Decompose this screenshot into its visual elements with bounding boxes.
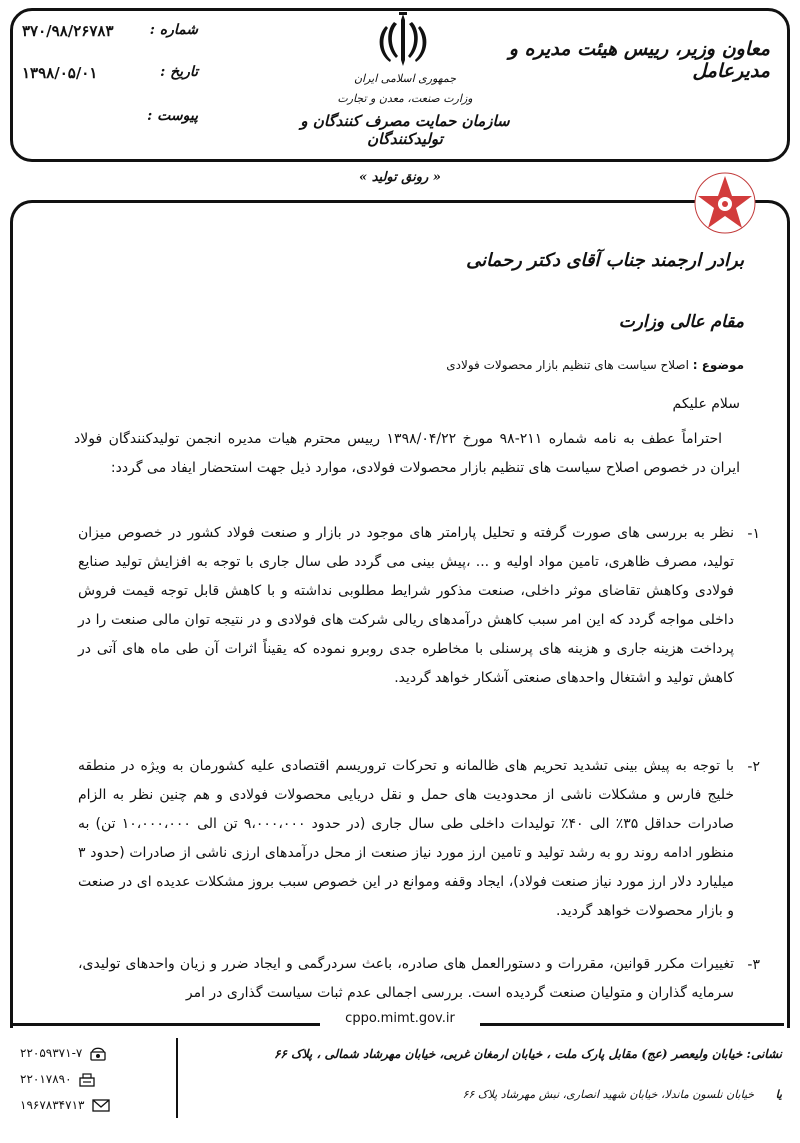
item-number: ۳- <box>747 957 760 973</box>
subject-text: اصلاح سیاست های تنظیم بازار محصولات فولادی <box>446 358 689 372</box>
address-line-2 <box>192 1088 782 1101</box>
recipient-title: مقام عالی وزارت <box>618 312 744 332</box>
phone-icon <box>90 1047 106 1061</box>
sender-title: معاون وزیر، رییس هیئت مدیره و مدیرعامل <box>508 38 770 82</box>
greeting: سلام علیکم <box>672 396 740 412</box>
website: cppo.mimt.gov.ir <box>320 1011 480 1026</box>
phone-row <box>20 1046 170 1061</box>
republic-label: جمهوری اسلامی ایران <box>353 72 457 85</box>
fax-icon <box>79 1073 95 1087</box>
motto: « رونق تولید » <box>359 170 441 185</box>
postal-code: ۱۹۶۷۸۳۴۷۱۳ <box>20 1098 85 1112</box>
fax-number: ۲۲۰۱۷۸۹۰ <box>20 1072 72 1086</box>
subject-line <box>244 358 744 372</box>
number-value: ۳۷۰/۹۸/۲۶۷۸۳ <box>22 22 114 40</box>
organization-logo-icon <box>680 158 770 248</box>
organization-label: سازمان حمایت مصرف کنندگان و تولیدکنندگان <box>300 112 510 148</box>
address-line-1 <box>192 1047 782 1061</box>
postal-row <box>20 1098 170 1112</box>
envelope-icon <box>92 1099 110 1112</box>
attachment-label: پیوست : <box>147 108 198 124</box>
ministry-label: وزارت صنعت، معدن و تجارت <box>337 92 473 105</box>
date-value: ۱۳۹۸/۰۵/۰۱ <box>22 64 98 82</box>
subject-label: موضوع : <box>692 358 744 372</box>
item-number: ۱- <box>747 526 760 542</box>
address-text-2: خیابان نلسون ماندلا، خیابان شهید انصاری، نبش مهرشاد پلاک ۶۶ <box>462 1088 755 1101</box>
item-paragraph: با توجه به پیش بینی تشدید تحریم های ظالمانه و تحرکات تروریسم اقتصادی علیه کشورمان به ویژه در منطقه خلیج فارس و مشکلات ناشی از محدودیت های حمل و نقل دریایی محصولات فولادی و هم چنین نظر به الزام صادرات حداقل ۳۵٪ الی ۴۰٪ تولیدات داخلی طی سال جاری (در حدود ۹،۰۰۰،۰۰۰ تن الی ۱۰،۰۰۰،۰۰۰ تن) به منظور ادامه روند رو به رشد تولید و تامین ارز مورد نیاز صنعت از محل درآمدهای ارزی ناشی از صادرات (حدود ۳ میلیارد دلار ارز مورد نیاز صنعت فولاد)، ایجاد وقفه وموانع در این خصوص سبب بروز مشکلات عدیده ای در صنعت و بازار محصولات خواهد گردید. <box>78 758 734 919</box>
intro-paragraph: احتراماً عطف به نامه شماره ۲۱۱-۹۸ مورخ ۱۳۹۸/۰۴/۲۲ رییس محترم هیات مدیره انجمن تولیدکنندگان فولاد ایران در خصوص اصلاح سیاست های تنظیم بازار محصولات فولادی، موارد ذیل جهت استحضار ایفاد می گردد: <box>74 431 740 476</box>
item-paragraph: نظر به بررسی های صورت گرفته و تحلیل پارامتر های موجود در بازار و صنعت فولاد کشور در خصوص میزان تولید، مصرف ظاهری، تامین مواد اولیه و ... ،پیش بینی می گردد طی سال جاری با توجه به افزایش تولید صنایع فولادی وکاهش تقاضای موثر داخلی، صنعت مذکور شرایط مطلوبی نداشته و با کاهش قابل توجه قیمت فروش داخلی مواجه گردد که این امر سبب کاهش درآمدهای ریالی شرکت های فولادی و در نتیجه توان مالی صنعت را در پرداخت هزینه جاری و هزینه های پرسنلی با مخاطره جدی روبرو نموده که یقیناً اثرات آن طی ماه های آتی در کاهش تولید و اشتغال واحدهای صنعتی آشکار خواهد گردید. <box>78 525 734 686</box>
address-or: یا <box>775 1088 782 1101</box>
item-paragraph: تغییرات مکرر قوانین، مقررات و دستورالعمل های صادره، باعث سردرگمی و ایجاد ضرر و زیان واحدهای تولیدی، سرمایه گذاران و متولیان صنعت گردیده است. بررسی اجمالی عدم ثبات سیاست گذاری در امر <box>78 956 734 1001</box>
recipient: برادر ارجمند جناب آقای دکتر رحمانی <box>466 250 744 271</box>
item-number: ۲- <box>747 759 760 775</box>
number-label: شماره : <box>149 22 198 38</box>
phone-number: ۲۲۰۵۹۳۷۱-۷ <box>20 1046 83 1060</box>
iran-emblem-icon <box>372 10 434 70</box>
address-text-1: خیابان ولیعصر (عج) مقابل پارک ملت ، خیابان ارمغان غربی، خیابان مهرشاد شمالی ، پلاک ۶۶ <box>273 1047 743 1061</box>
footer-divider <box>176 1038 178 1118</box>
date-label: تاریخ : <box>160 64 198 80</box>
address-label: نشانی: <box>746 1047 782 1061</box>
fax-row <box>20 1072 170 1087</box>
